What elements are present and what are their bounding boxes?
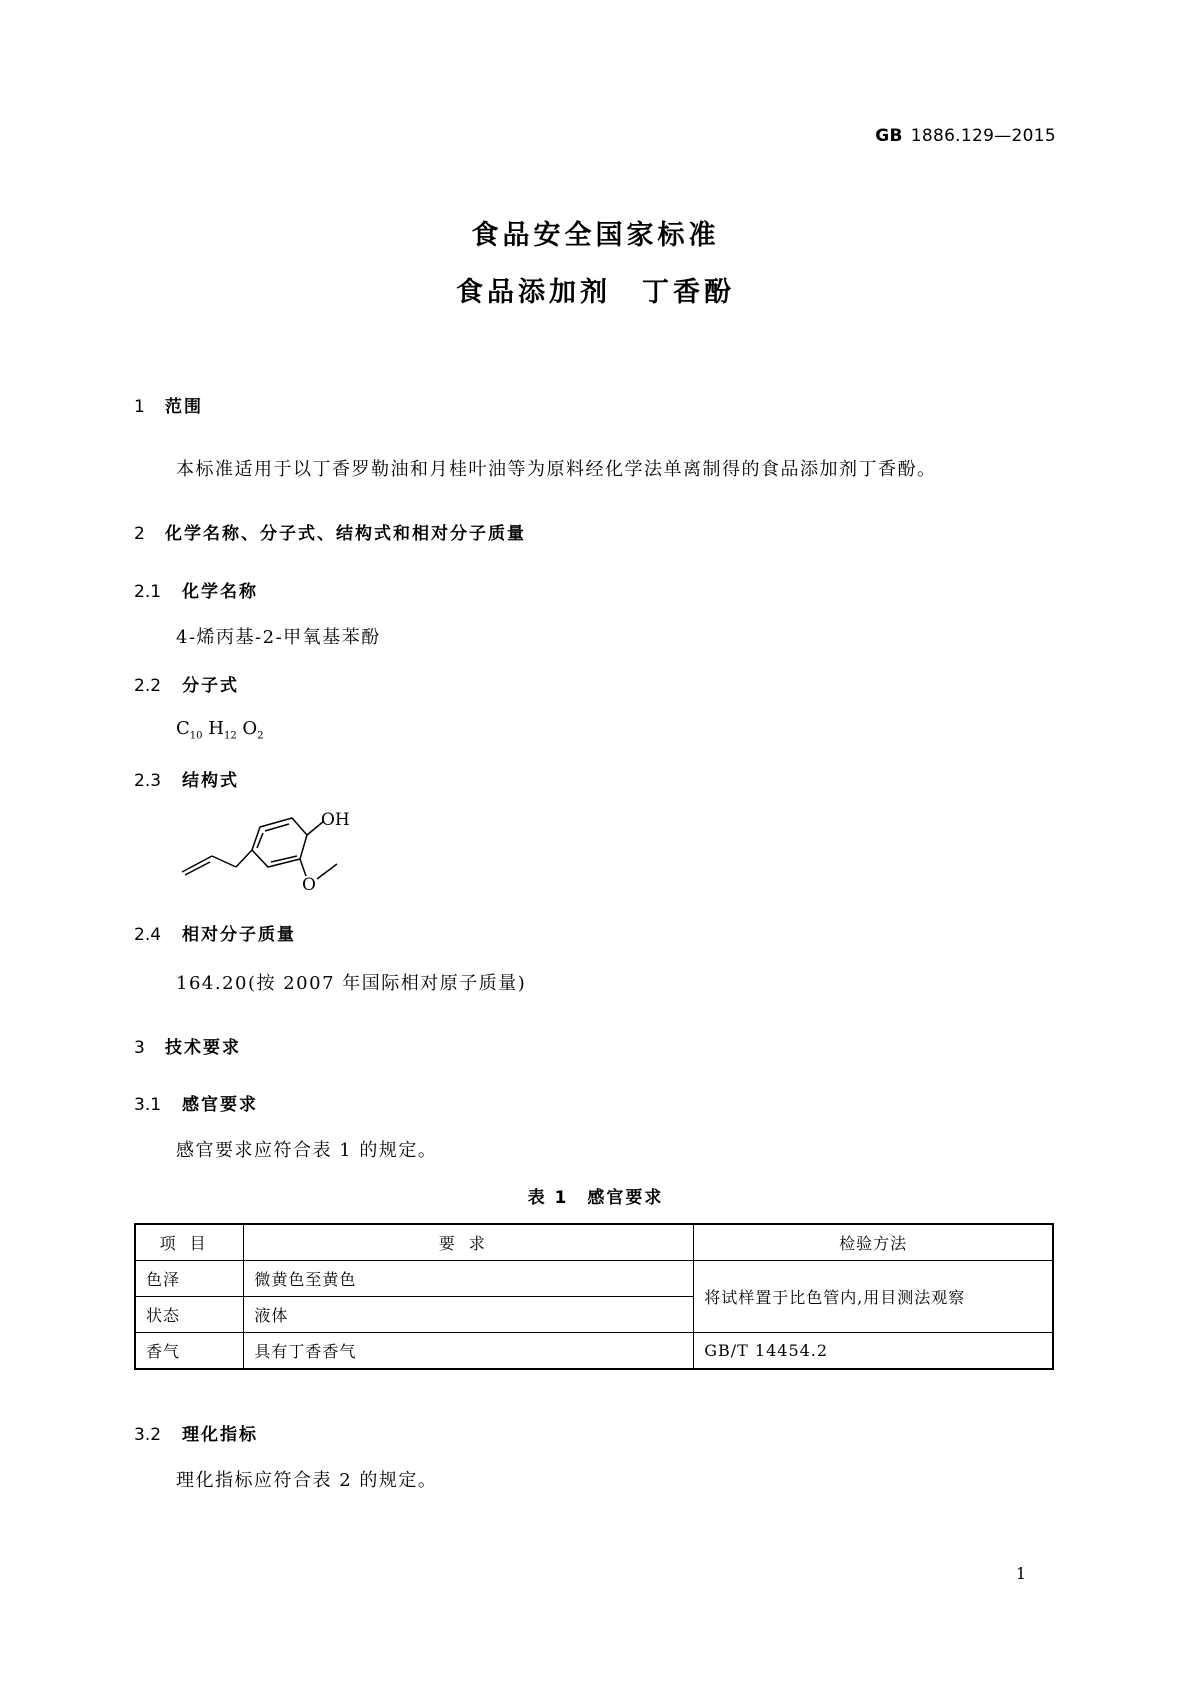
section-1-heading	[134, 392, 203, 417]
formula-subscript-h: 12	[223, 730, 237, 742]
section-number: 1	[134, 397, 145, 417]
allyl-bond	[236, 850, 252, 867]
section-2-4-heading	[134, 920, 296, 945]
formula-element-c: C	[176, 718, 190, 739]
section-1-text: 本标准适用于以丁香罗勒油和月桂叶油等为原料经化学法单离制得的食品添加剂丁香酚。	[176, 459, 937, 480]
section-2-3-heading	[134, 766, 239, 791]
section-title: 技术要求	[165, 1038, 241, 1058]
cell-method-shared: 将试样置于比色管内,用目测法观察	[694, 1261, 1053, 1333]
header-item: 项目	[135, 1224, 244, 1261]
allyl-bond	[212, 856, 236, 867]
page-number: 1	[1015, 1564, 1026, 1583]
section-title: 化学名称、分子式、结构式和相对分子质量	[165, 524, 526, 544]
section-number: 2.4	[134, 925, 162, 945]
section-2-2-heading	[134, 671, 239, 696]
cell-method: GB/T 14454.2	[694, 1333, 1053, 1370]
o-label: O	[302, 875, 316, 895]
methoxy-bond	[300, 859, 306, 876]
cell-item: 香气	[135, 1333, 244, 1370]
section-title: 化学名称	[182, 582, 258, 602]
formula-element-h: H	[208, 718, 224, 739]
structural-formula	[172, 804, 372, 904]
section-title: 理化指标	[182, 1425, 258, 1445]
section-number: 2	[134, 524, 145, 544]
section-title: 感官要求	[182, 1095, 258, 1115]
section-number: 3.1	[134, 1095, 162, 1115]
header-method: 检验方法	[694, 1224, 1053, 1261]
chemical-name: 4-烯丙基-2-甲氧基苯酚	[176, 627, 381, 648]
section-title: 分子式	[182, 676, 239, 696]
section-number: 3.2	[134, 1425, 162, 1445]
table-row	[135, 1333, 1053, 1370]
table-1-caption: 表 1 感官要求	[527, 1188, 664, 1208]
table-header-row	[135, 1224, 1053, 1261]
section-number: 2.2	[134, 676, 162, 696]
section-number: 3	[134, 1038, 145, 1058]
section-3-1-text: 感官要求应符合表 1 的规定。	[176, 1140, 438, 1161]
formula-subscript-c: 10	[189, 730, 203, 742]
main-title: 食品安全国家标准	[471, 220, 720, 251]
section-3-heading	[134, 1033, 241, 1058]
methyl-bond	[317, 864, 337, 879]
section-3-1-heading	[134, 1090, 258, 1115]
formula-subscript-o: 2	[257, 730, 264, 742]
cell-requirement: 液体	[244, 1297, 694, 1333]
molecular-formula	[176, 718, 264, 742]
cell-requirement: 微黄色至黄色	[244, 1261, 694, 1297]
section-number: 2.3	[134, 771, 162, 791]
standard-number: 1886.129—2015	[910, 126, 1056, 146]
section-3-2-heading	[134, 1420, 258, 1445]
header-requirement: 要求	[244, 1224, 694, 1261]
molecular-mass: 164.20(按 2007 年国际相对原子质量)	[176, 973, 527, 994]
standard-prefix: GB	[875, 126, 903, 146]
section-2-heading	[134, 519, 526, 544]
cell-requirement: 具有丁香香气	[244, 1333, 694, 1370]
table-row	[135, 1261, 1053, 1297]
section-3-2-text: 理化指标应符合表 2 的规定。	[176, 1470, 438, 1491]
standard-code	[875, 126, 1056, 146]
section-title: 相对分子质量	[182, 925, 296, 945]
sensory-requirements-table	[134, 1223, 1054, 1370]
oh-label: OH	[321, 810, 350, 830]
formula-element-o: O	[242, 718, 258, 739]
cell-item: 色泽	[135, 1261, 244, 1297]
section-title: 结构式	[182, 771, 239, 791]
section-number: 2.1	[134, 582, 162, 602]
sub-title: 食品添加剂 丁香酚	[456, 277, 735, 308]
section-2-1-heading	[134, 577, 258, 602]
cell-item: 状态	[135, 1297, 244, 1333]
section-title: 范围	[165, 397, 203, 417]
